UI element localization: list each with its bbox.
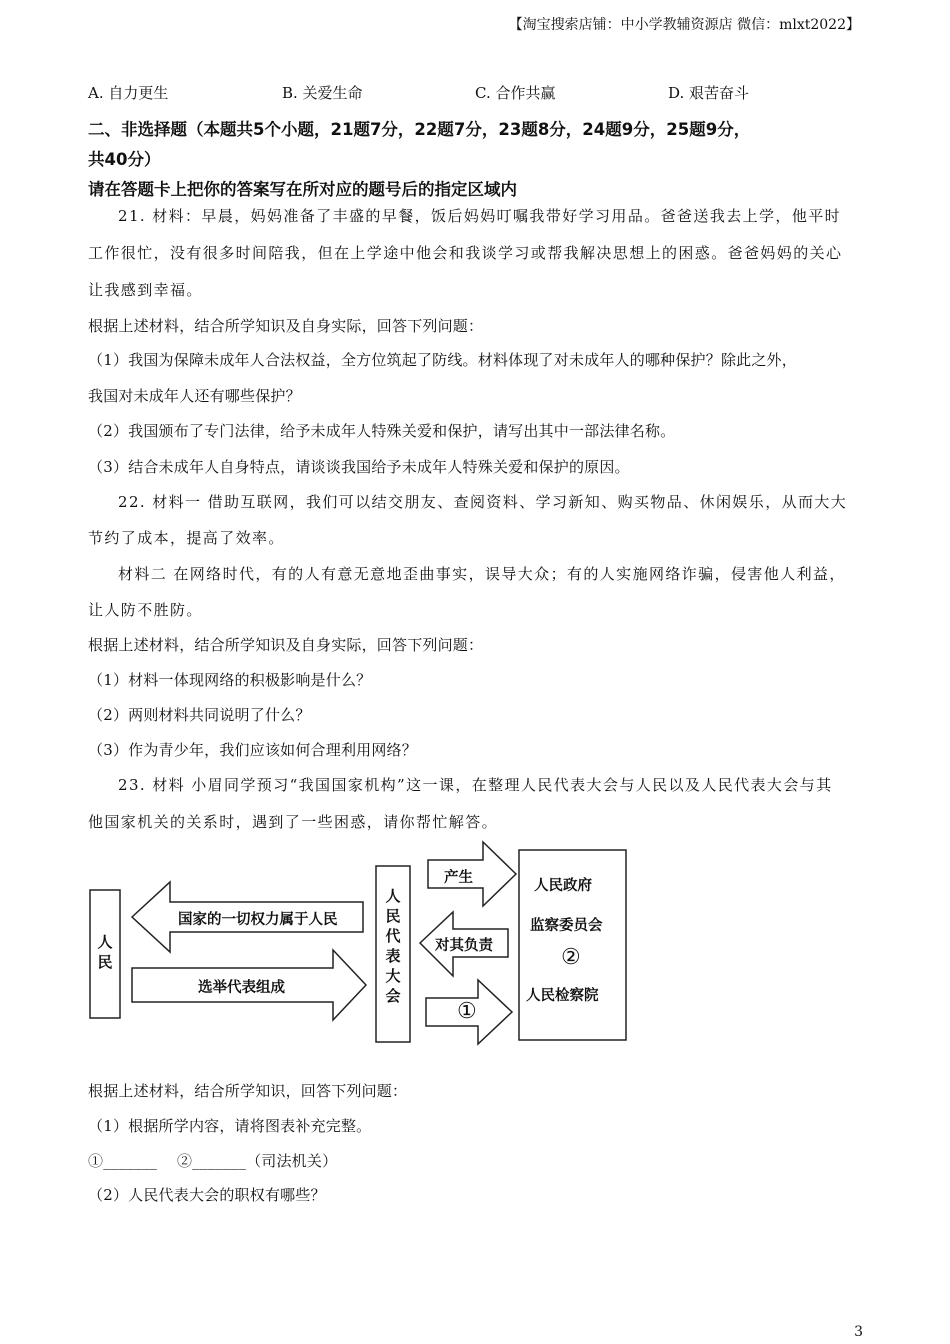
q22-material1-line1: 22. 材料一 借助互联网，我们可以结交朋友、查阅资料、学习新知、购买物品、休闲娱乐，从而大大 — [118, 493, 848, 511]
state-organs-diagram — [88, 840, 633, 1050]
page-number: 3 — [854, 1324, 863, 1340]
option-a: A. 自力更生 — [88, 84, 169, 102]
q22-material2-line1: 材料二 在网络时代，有的人有意无意地歪曲事实，误导大众；有的人实施网络诈骗，侵害他人利益， — [118, 565, 846, 583]
q21-material-line3: 让我感到幸福。 — [88, 281, 203, 299]
q21-sub2: （2）我国颁布了专门法律，给予未成年人特殊关爱和保护，请写出其中一部法律名称。 — [88, 422, 676, 440]
section-title-line1: 二、非选择题（本题共5个小题，21题7分，22题7分，23题8分，24题9分，25题9分， — [88, 120, 751, 139]
header-note: 【淘宝搜索店铺：中小学教辅资源店 微信：mlxt2022】 — [508, 17, 860, 33]
people-box-label: 人民 — [97, 933, 113, 971]
arrow-elect-label: 选举代表组成 — [198, 980, 285, 996]
diagram-shapes — [88, 840, 633, 1050]
q21-material-line2: 工作很忙，没有很多时间陪我，但在上学途中他会和我谈学习或帮我解决思想上的困惑。爸爸妈妈的关心 — [88, 244, 843, 262]
org-supervision-label: 监察委员会 — [530, 918, 603, 934]
q22-sub1: （1）材料一体现网络的积极影响是什么？ — [88, 671, 372, 689]
option-c: C. 合作共赢 — [475, 84, 556, 102]
q23-fill-blanks: ①_______ ②_______（司法机关） — [88, 1152, 338, 1170]
org-government-label: 人民政府 — [534, 878, 592, 894]
q23-sub2: （2）人民代表大会的职权有哪些？ — [88, 1186, 326, 1204]
org-blank-marker: ② — [561, 945, 581, 970]
q23-sub1: （1）根据所学内容，请将图表补充完整。 — [88, 1117, 372, 1135]
arrow-power-label: 国家的一切权力属于人民 — [178, 912, 338, 928]
q22-sub3: （3）作为青少年，我们应该如何合理利用网络？ — [88, 741, 417, 759]
arrow-produce-label: 产生 — [444, 870, 473, 886]
section-instruction: 请在答题卡上把你的答案写在所对应的题号后的指定区域内 — [88, 180, 517, 199]
q21-sub1-line1: （1）我国为保障未成年人合法权益，全方位筑起了防线。材料体现了对未成年人的哪种保护？除此之外， — [88, 351, 797, 369]
q23-material-line2: 他国家机关的关系时，遇到了一些困惑，请你帮忙解答。 — [88, 813, 499, 831]
org-procuratorate-label: 人民检察院 — [526, 988, 599, 1004]
q22-material1-line2: 节约了成本，提高了效率。 — [88, 529, 285, 547]
arrow-blank-marker: ① — [457, 999, 477, 1024]
q22-prompt: 根据上述材料，结合所学知识及自身实际，回答下列问题： — [88, 636, 484, 654]
q22-material2-line2: 让人防不胜防。 — [88, 601, 203, 619]
q21-sub3: （3）结合未成年人自身特点，请谈谈我国给予未成年人特殊关爱和保护的原因。 — [88, 458, 630, 476]
option-b: B. 关爱生命 — [282, 84, 363, 102]
q22-sub2: （2）两则材料共同说明了什么？ — [88, 706, 311, 724]
q23-material-line1: 23. 材料 小眉同学预习“我国国家机构”这一课，在整理人民代表大会与人民以及人民代表大会与其 — [118, 776, 833, 794]
q21-sub1-line2: 我国对未成年人还有哪些保护？ — [88, 387, 301, 405]
q23-prompt: 根据上述材料，结合所学知识，回答下列问题： — [88, 1082, 408, 1100]
npc-box-label: 人民代表大会 — [385, 887, 401, 1005]
section-title-line2: 共40分） — [88, 150, 161, 169]
q21-prompt: 根据上述材料，结合所学知识及自身实际，回答下列问题： — [88, 317, 484, 335]
arrow-responsible-label: 对其负责 — [435, 938, 493, 954]
q21-material-line1: 21. 材料：早晨，妈妈准备了丰盛的早餐，饭后妈妈叮嘱我带好学习用品。爸爸送我去上学，他平时 — [118, 207, 842, 225]
option-d: D. 艰苦奋斗 — [668, 84, 750, 102]
